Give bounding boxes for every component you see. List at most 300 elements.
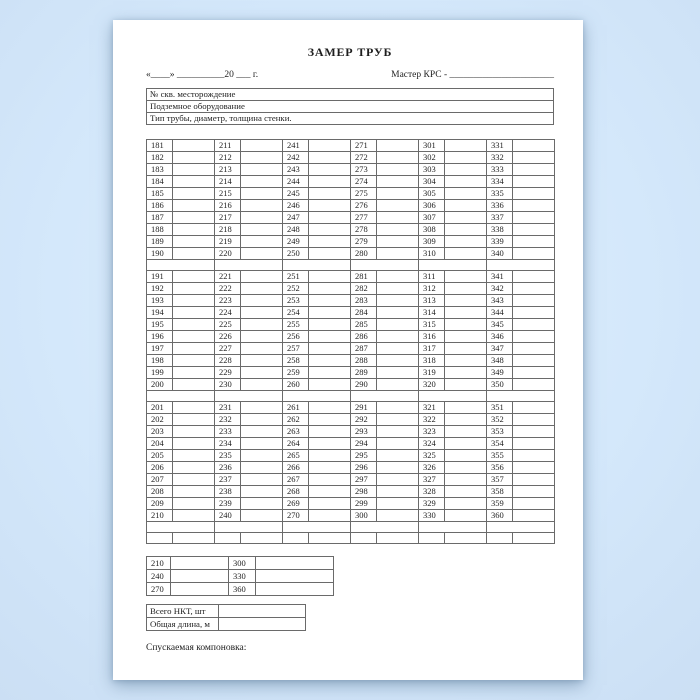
info-label-cell: Подземное оборудование	[147, 101, 554, 113]
measurement-value-cell	[173, 212, 215, 224]
info-label-cell: Тип трубы, диаметр, толщина стенки.	[147, 113, 554, 125]
pipe-number-cell: 310	[419, 248, 445, 260]
measurement-value-cell	[513, 426, 555, 438]
measurement-value-cell	[377, 212, 419, 224]
measurement-value-cell	[377, 510, 419, 522]
measurement-value-cell	[241, 510, 283, 522]
pipe-number-cell: 223	[215, 295, 241, 307]
summary-value-cell	[219, 618, 306, 631]
measurement-value-cell	[513, 140, 555, 152]
separator-cell	[215, 260, 283, 271]
pipe-number-cell: 280	[351, 248, 377, 260]
summary-value-cell	[219, 605, 306, 618]
measurement-value-cell	[377, 295, 419, 307]
measurement-value-cell	[309, 510, 351, 522]
measurement-value-cell	[513, 379, 555, 391]
pipe-number-cell: 287	[351, 343, 377, 355]
pipe-number-cell: 251	[283, 271, 309, 283]
pipe-number-cell: 332	[487, 152, 513, 164]
pipe-number-cell: 279	[351, 236, 377, 248]
pipe-number-cell: 305	[419, 188, 445, 200]
measurement-value-cell	[513, 462, 555, 474]
pipe-number-cell: 240	[215, 510, 241, 522]
form-page	[113, 20, 583, 680]
measurement-value-cell	[513, 486, 555, 498]
pipe-number-cell: 292	[351, 414, 377, 426]
measurement-value-cell	[445, 379, 487, 391]
pipe-number-cell: 341	[487, 271, 513, 283]
measurement-value-cell	[173, 200, 215, 212]
pipe-number-cell: 260	[283, 379, 309, 391]
pipe-number-cell: 206	[147, 462, 173, 474]
pipe-number-cell: 257	[283, 343, 309, 355]
measurement-value-cell	[445, 331, 487, 343]
measurement-value-cell	[445, 426, 487, 438]
separator-cell	[419, 391, 487, 402]
measurement-value-cell	[173, 462, 215, 474]
separator-cell	[487, 391, 555, 402]
measurement-value-cell	[309, 176, 351, 188]
summary-table	[146, 604, 306, 631]
measurement-value-cell	[173, 295, 215, 307]
pipe-number-cell: 226	[215, 331, 241, 343]
pipe-number-cell: 295	[351, 450, 377, 462]
measurement-value-cell	[377, 248, 419, 260]
pipe-number-cell: 230	[215, 379, 241, 391]
top-line	[146, 70, 554, 80]
pipe-number-cell: 354	[487, 438, 513, 450]
pipe-number-cell: 337	[487, 212, 513, 224]
measurement-value-cell	[445, 498, 487, 510]
measurement-value-cell	[445, 462, 487, 474]
measurement-value-cell	[377, 224, 419, 236]
pipe-number-cell: 290	[351, 379, 377, 391]
measurement-value-cell	[513, 355, 555, 367]
pipe-number-cell: 284	[351, 307, 377, 319]
pipe-number-cell: 264	[283, 438, 309, 450]
pipe-number-cell: 224	[215, 307, 241, 319]
pipe-number-cell: 302	[419, 152, 445, 164]
empty-cell	[215, 533, 241, 544]
measurement-value-cell	[309, 331, 351, 343]
separator-cell	[147, 391, 215, 402]
separator-cell	[419, 260, 487, 271]
measurement-value-cell	[309, 450, 351, 462]
separator-row	[147, 260, 555, 271]
pipe-number-cell: 244	[283, 176, 309, 188]
pipe-number-cell: 235	[215, 450, 241, 462]
measurement-value-cell	[241, 402, 283, 414]
pipe-number-cell: 252	[283, 283, 309, 295]
empty-cell	[309, 533, 351, 544]
measurement-value-cell	[445, 271, 487, 283]
pipe-number-cell: 193	[147, 295, 173, 307]
measurement-value-cell	[309, 164, 351, 176]
subtotal-table	[146, 556, 334, 596]
measurement-value-cell	[445, 414, 487, 426]
measurement-row	[147, 152, 555, 164]
pipe-number-cell: 231	[215, 402, 241, 414]
measurement-value-cell	[377, 152, 419, 164]
measurement-value-cell	[445, 474, 487, 486]
pipe-number-cell: 256	[283, 331, 309, 343]
pipe-number-cell: 185	[147, 188, 173, 200]
measurement-value-cell	[241, 140, 283, 152]
measurement-value-cell	[445, 295, 487, 307]
measurement-value-cell	[309, 402, 351, 414]
pipe-number-cell: 313	[419, 295, 445, 307]
measurement-value-cell	[513, 152, 555, 164]
measurement-value-cell	[173, 307, 215, 319]
subtotal-row	[147, 583, 334, 596]
measurement-value-cell	[241, 486, 283, 498]
pipe-number-cell: 211	[215, 140, 241, 152]
measurement-value-cell	[445, 283, 487, 295]
measurement-row	[147, 319, 555, 331]
pipe-number-cell: 262	[283, 414, 309, 426]
pipe-number-cell: 345	[487, 319, 513, 331]
measurement-value-cell	[309, 152, 351, 164]
summary-label-cell: Всего НКТ, шт	[147, 605, 219, 618]
measurement-value-cell	[377, 176, 419, 188]
measurement-value-cell	[513, 271, 555, 283]
measurement-value-cell	[241, 152, 283, 164]
measurement-value-cell	[513, 319, 555, 331]
empty-cell	[173, 533, 215, 544]
separator-cell	[419, 522, 487, 533]
pipe-number-cell: 210	[147, 510, 173, 522]
measurement-value-cell	[377, 414, 419, 426]
measurement-value-cell	[513, 331, 555, 343]
pipe-number-cell: 286	[351, 331, 377, 343]
pipe-number-cell: 282	[351, 283, 377, 295]
measurement-value-cell	[241, 331, 283, 343]
pipe-number-cell: 255	[283, 319, 309, 331]
empty-cell	[377, 533, 419, 544]
measurement-value-cell	[309, 379, 351, 391]
measurement-value-cell	[513, 438, 555, 450]
pipe-number-cell: 347	[487, 343, 513, 355]
pipe-number-cell: 194	[147, 307, 173, 319]
measurement-row	[147, 295, 555, 307]
measurement-value-cell	[173, 188, 215, 200]
pipe-number-cell: 288	[351, 355, 377, 367]
measurement-value-cell	[309, 486, 351, 498]
pipe-number-cell: 300	[351, 510, 377, 522]
subtotal-value-cell	[256, 570, 334, 583]
measurement-value-cell	[513, 248, 555, 260]
measurement-value-cell	[241, 367, 283, 379]
measurement-value-cell	[377, 283, 419, 295]
measurement-value-cell	[377, 188, 419, 200]
pipe-number-cell: 291	[351, 402, 377, 414]
measurement-value-cell	[377, 462, 419, 474]
pipe-number-cell: 266	[283, 462, 309, 474]
pipe-number-cell: 261	[283, 402, 309, 414]
measurement-value-cell	[241, 200, 283, 212]
pipe-number-cell: 275	[351, 188, 377, 200]
pipe-number-cell: 314	[419, 307, 445, 319]
pipe-number-cell: 317	[419, 343, 445, 355]
pipe-number-cell: 283	[351, 295, 377, 307]
measurement-value-cell	[445, 176, 487, 188]
measurement-value-cell	[241, 271, 283, 283]
measurement-value-cell	[241, 307, 283, 319]
measurement-value-cell	[173, 450, 215, 462]
pipe-number-cell: 326	[419, 462, 445, 474]
measurement-value-cell	[173, 152, 215, 164]
measurement-value-cell	[445, 438, 487, 450]
measurement-row	[147, 307, 555, 319]
pipe-number-cell: 225	[215, 319, 241, 331]
pipe-number-cell: 208	[147, 486, 173, 498]
measurement-value-cell	[513, 402, 555, 414]
measurement-value-cell	[309, 474, 351, 486]
pipe-number-cell: 294	[351, 438, 377, 450]
pipe-number-cell: 278	[351, 224, 377, 236]
pipe-number-cell: 213	[215, 164, 241, 176]
pipe-number-cell: 191	[147, 271, 173, 283]
separator-row	[147, 522, 555, 533]
measurement-row	[147, 462, 555, 474]
measurement-value-cell	[173, 474, 215, 486]
pipe-number-cell: 353	[487, 426, 513, 438]
measurement-value-cell	[241, 462, 283, 474]
pipe-number-cell: 306	[419, 200, 445, 212]
measurement-value-cell	[309, 438, 351, 450]
measurement-value-cell	[241, 248, 283, 260]
pipe-number-cell: 218	[215, 224, 241, 236]
separator-cell	[351, 522, 419, 533]
pipe-number-cell: 258	[283, 355, 309, 367]
measurement-row	[147, 212, 555, 224]
measurement-row	[147, 450, 555, 462]
pipe-number-cell: 265	[283, 450, 309, 462]
measurement-value-cell	[241, 474, 283, 486]
pipe-number-cell: 343	[487, 295, 513, 307]
measurement-value-cell	[241, 176, 283, 188]
pipe-number-cell: 325	[419, 450, 445, 462]
pipe-number-cell: 272	[351, 152, 377, 164]
pipe-number-cell: 348	[487, 355, 513, 367]
subtotal-number-cell: 210	[147, 557, 171, 570]
measurement-value-cell	[173, 355, 215, 367]
pipe-number-cell: 247	[283, 212, 309, 224]
pipe-number-cell: 248	[283, 224, 309, 236]
measurement-value-cell	[513, 164, 555, 176]
pipe-number-cell: 350	[487, 379, 513, 391]
subtotal-number-cell: 360	[229, 583, 256, 596]
pipe-number-cell: 187	[147, 212, 173, 224]
pipe-number-cell: 184	[147, 176, 173, 188]
pipe-number-cell: 334	[487, 176, 513, 188]
measurement-value-cell	[309, 414, 351, 426]
measurement-value-cell	[513, 188, 555, 200]
measurement-value-cell	[377, 355, 419, 367]
pipe-number-cell: 259	[283, 367, 309, 379]
measurement-value-cell	[445, 486, 487, 498]
measurement-value-cell	[241, 498, 283, 510]
pipe-number-cell: 190	[147, 248, 173, 260]
measurement-value-cell	[513, 176, 555, 188]
measurement-value-cell	[377, 474, 419, 486]
measurement-value-cell	[513, 414, 555, 426]
pipe-number-cell: 238	[215, 486, 241, 498]
empty-row	[147, 533, 555, 544]
measurement-row	[147, 331, 555, 343]
measurement-value-cell	[241, 414, 283, 426]
pipe-number-cell: 203	[147, 426, 173, 438]
measurement-value-cell	[309, 271, 351, 283]
pipe-number-cell: 316	[419, 331, 445, 343]
subtotal-row	[147, 570, 334, 583]
measurement-value-cell	[241, 450, 283, 462]
measurement-row	[147, 367, 555, 379]
separator-row	[147, 391, 555, 402]
measurement-value-cell	[377, 486, 419, 498]
pipe-number-cell: 276	[351, 200, 377, 212]
measurement-value-cell	[513, 343, 555, 355]
separator-cell	[283, 260, 351, 271]
measurement-row	[147, 140, 555, 152]
measurement-value-cell	[513, 450, 555, 462]
pipe-number-cell: 205	[147, 450, 173, 462]
measurement-value-cell	[377, 426, 419, 438]
pipe-number-cell: 189	[147, 236, 173, 248]
pipe-number-cell: 285	[351, 319, 377, 331]
measurement-value-cell	[513, 498, 555, 510]
measurement-value-cell	[309, 248, 351, 260]
pipe-number-cell: 358	[487, 486, 513, 498]
measurement-row	[147, 283, 555, 295]
measurement-value-cell	[445, 402, 487, 414]
measurement-value-cell	[309, 355, 351, 367]
pipe-number-cell: 327	[419, 474, 445, 486]
measurement-value-cell	[241, 188, 283, 200]
pipe-number-cell: 245	[283, 188, 309, 200]
pipe-number-cell: 222	[215, 283, 241, 295]
measurement-value-cell	[513, 236, 555, 248]
subtotal-number-cell: 240	[147, 570, 171, 583]
pipe-number-cell: 236	[215, 462, 241, 474]
measurement-value-cell	[173, 271, 215, 283]
measurement-value-cell	[173, 379, 215, 391]
measurement-row	[147, 355, 555, 367]
measurement-value-cell	[309, 498, 351, 510]
measurement-value-cell	[377, 319, 419, 331]
form-title: ЗАМЕР ТРУБ	[307, 45, 393, 59]
pipe-number-cell: 246	[283, 200, 309, 212]
pipe-number-cell: 299	[351, 498, 377, 510]
measurement-value-cell	[309, 426, 351, 438]
pipe-number-cell: 228	[215, 355, 241, 367]
measurement-row	[147, 414, 555, 426]
pipe-number-cell: 293	[351, 426, 377, 438]
pipe-number-cell: 322	[419, 414, 445, 426]
pipe-number-cell: 195	[147, 319, 173, 331]
subtotal-value-cell	[171, 557, 229, 570]
measurement-value-cell	[445, 367, 487, 379]
pipe-number-cell: 183	[147, 164, 173, 176]
separator-cell	[487, 522, 555, 533]
pipe-number-cell: 360	[487, 510, 513, 522]
measurement-value-cell	[513, 367, 555, 379]
measurement-value-cell	[445, 152, 487, 164]
measurement-value-cell	[445, 248, 487, 260]
measurement-row	[147, 426, 555, 438]
measurement-row	[147, 474, 555, 486]
pipe-number-cell: 229	[215, 367, 241, 379]
separator-cell	[351, 260, 419, 271]
pipe-number-cell: 356	[487, 462, 513, 474]
measurement-value-cell	[173, 486, 215, 498]
pipe-number-cell: 267	[283, 474, 309, 486]
measurement-value-cell	[445, 355, 487, 367]
measurement-value-cell	[173, 498, 215, 510]
pipe-number-cell: 318	[419, 355, 445, 367]
pipe-number-cell: 186	[147, 200, 173, 212]
pipe-number-cell: 243	[283, 164, 309, 176]
measurement-row	[147, 200, 555, 212]
measurement-value-cell	[513, 200, 555, 212]
measurement-value-cell	[241, 212, 283, 224]
pipe-number-cell: 207	[147, 474, 173, 486]
pipe-number-cell: 281	[351, 271, 377, 283]
measurement-value-cell	[445, 450, 487, 462]
measurement-value-cell	[173, 176, 215, 188]
pipe-number-cell: 340	[487, 248, 513, 260]
empty-cell	[419, 533, 445, 544]
pipe-number-cell: 209	[147, 498, 173, 510]
measurement-value-cell	[445, 510, 487, 522]
pipe-number-cell: 198	[147, 355, 173, 367]
measurement-value-cell	[309, 367, 351, 379]
measurement-value-cell	[173, 248, 215, 260]
measurement-value-cell	[241, 319, 283, 331]
pipe-number-cell: 352	[487, 414, 513, 426]
pipe-number-cell: 268	[283, 486, 309, 498]
pipe-number-cell: 215	[215, 188, 241, 200]
pipe-number-cell: 351	[487, 402, 513, 414]
pipe-number-cell: 271	[351, 140, 377, 152]
pipe-number-cell: 333	[487, 164, 513, 176]
measurement-value-cell	[173, 367, 215, 379]
measurement-value-cell	[173, 319, 215, 331]
subtotal-value-cell	[171, 570, 229, 583]
empty-cell	[513, 533, 555, 544]
pipe-number-cell: 331	[487, 140, 513, 152]
pipe-number-cell: 242	[283, 152, 309, 164]
pipe-number-cell: 323	[419, 426, 445, 438]
info-label-cell: № скв. месторождение	[147, 89, 554, 101]
measurement-value-cell	[173, 343, 215, 355]
measurement-value-cell	[309, 224, 351, 236]
measurement-value-cell	[173, 140, 215, 152]
measurement-value-cell	[513, 474, 555, 486]
measurement-row	[147, 164, 555, 176]
pipe-number-cell: 241	[283, 140, 309, 152]
measurement-value-cell	[241, 426, 283, 438]
pipe-number-cell: 274	[351, 176, 377, 188]
pipe-number-cell: 219	[215, 236, 241, 248]
measurement-value-cell	[241, 164, 283, 176]
pipe-number-cell: 188	[147, 224, 173, 236]
pipe-number-cell: 249	[283, 236, 309, 248]
pipe-number-cell: 330	[419, 510, 445, 522]
pipe-number-cell: 324	[419, 438, 445, 450]
measurement-value-cell	[173, 283, 215, 295]
summary-label-cell: Общая длина, м	[147, 618, 219, 631]
